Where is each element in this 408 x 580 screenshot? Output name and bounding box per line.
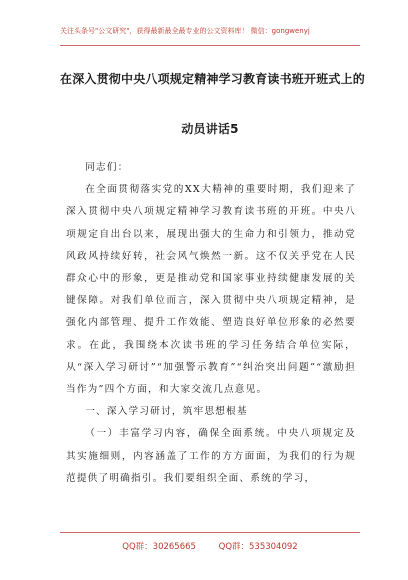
section-heading-1: 一、深入学习研讨，筑牢思想根基 <box>85 406 248 418</box>
document-body <box>66 157 356 490</box>
footer-divider <box>60 532 360 533</box>
footer-qq-group-1: QQ群：30265665 <box>122 542 196 552</box>
salutation: 同志们： <box>85 162 129 173</box>
footer <box>60 540 360 552</box>
footer-qq-group-2: QQ群：535304092 <box>218 542 298 552</box>
document-title-line1: 在深入贯彻中央八项规定精神学习教育读书班开班式上的 <box>60 72 366 86</box>
document-title-line2: 动员讲话5 <box>181 122 239 136</box>
paragraph-intro: 在全面贯彻落实党的XX大精神的重要时期，我们迎来了深入贯彻中央八项规定精神学习教育读书班的开班。中央八项规定自出台以来，展现出强大的生命力和引领力，推动党风政风持续好转，社会风气焕然一新。这不仅关乎党在人民群众心中的形象，更是推动党和国家事业持续健康发展的关键保障。对我们单位而言，深入贯彻中央八项规定精神，是强化内部管理、提升工作效能、塑造良好单位形象的必然要求。在此，我围绕本次读书班的学习任务结合单位实际，从“深入学习研讨”“加强警示教育”“纠治突出问题”“激励担当作为”四个方面，和大家交流几点意见。 <box>66 184 356 396</box>
header-note: 关注头条号"公文研究"，获得最新最全最专业的公文资料库！ 微信：gongwenyj <box>60 27 310 35</box>
header-divider <box>60 45 360 46</box>
paragraph-section1-item1: （一）丰富学习内容，确保全面系统。中央八项规定及其实施细则，内容涵盖了工作的方方面面，为我们的行为规范提供了明确指引。我们要组织全面、系统的学习， <box>66 428 356 484</box>
